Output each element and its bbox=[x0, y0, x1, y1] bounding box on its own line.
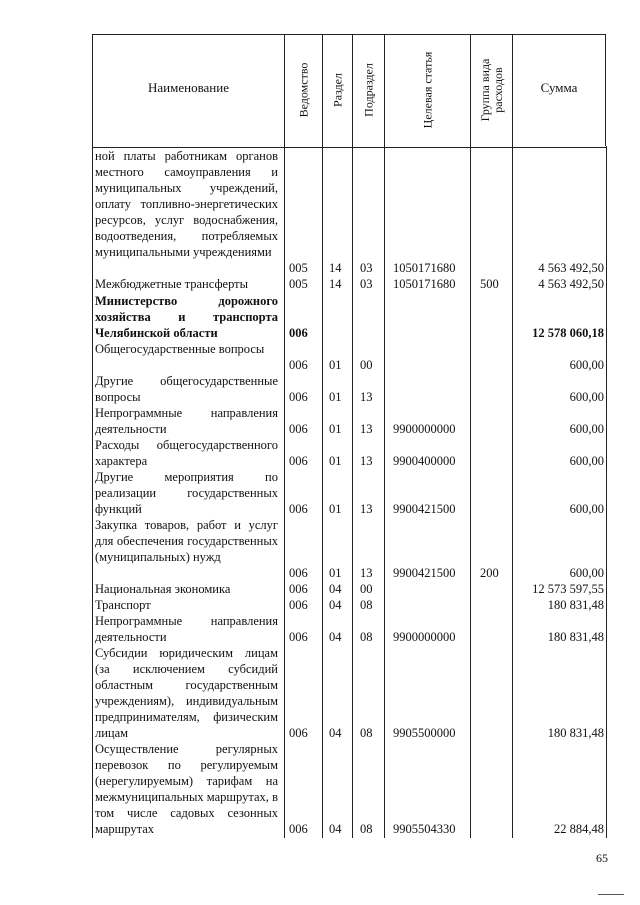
column-divider bbox=[284, 146, 285, 838]
row-vedomstvo: 006 bbox=[289, 726, 308, 740]
row-podrazdel: 03 bbox=[360, 277, 373, 291]
row-name: Непрограммные направления деятельности bbox=[95, 614, 278, 644]
row-podrazdel: 13 bbox=[360, 390, 373, 404]
header-gruppa-line1: Группа вида bbox=[477, 58, 492, 122]
column-divider bbox=[352, 146, 353, 838]
column-divider bbox=[512, 146, 513, 838]
row-gruppa: 200 bbox=[480, 566, 499, 580]
row-summa: 4 563 492,50 bbox=[538, 277, 604, 291]
row-razdel: 01 bbox=[329, 358, 342, 372]
row-name: Закупка товаров, работ и услуг для обеспечения государственных (муниципальных) нужд bbox=[95, 518, 278, 564]
row-podrazdel: 08 bbox=[360, 630, 373, 644]
row-gruppa: 500 bbox=[480, 277, 499, 291]
header-podrazdel: Подраздел bbox=[361, 63, 375, 117]
row-vedomstvo: 006 bbox=[289, 822, 308, 836]
row-razdel: 04 bbox=[329, 630, 342, 644]
header-tselevaya: Целевая статья bbox=[420, 51, 434, 129]
row-summa: 180 831,48 bbox=[547, 726, 604, 740]
row-podrazdel: 08 bbox=[360, 822, 373, 836]
row-name: Субсидии юридическим лицам (за исключением субсидий областным государственным учреждениям), индивидуальным предпринимателям, физическим лицам bbox=[95, 646, 278, 740]
row-vedomstvo: 006 bbox=[289, 454, 308, 468]
scan-edge-mark bbox=[598, 894, 624, 895]
column-divider bbox=[384, 146, 385, 838]
row-podrazdel: 00 bbox=[360, 582, 373, 596]
row-vedomstvo: 006 bbox=[289, 422, 308, 436]
row-razdel: 14 bbox=[329, 261, 342, 275]
column-divider bbox=[92, 146, 93, 838]
column-divider bbox=[322, 146, 323, 838]
column-divider bbox=[470, 146, 471, 838]
row-razdel: 01 bbox=[329, 454, 342, 468]
row-name: Расходы общегосударственного характера bbox=[95, 438, 278, 468]
row-vedomstvo: 006 bbox=[289, 630, 308, 644]
row-summa: 180 831,48 bbox=[547, 630, 604, 644]
row-name: Другие общегосударственные вопросы bbox=[95, 374, 278, 404]
column-divider bbox=[606, 146, 607, 838]
row-razdel: 01 bbox=[329, 566, 342, 580]
row-summa: 600,00 bbox=[569, 422, 604, 436]
row-podrazdel: 00 bbox=[360, 358, 373, 372]
row-summa: 180 831,48 bbox=[547, 598, 604, 612]
row-name: Транспорт bbox=[95, 598, 151, 612]
header-tselevaya-cell bbox=[384, 34, 470, 146]
row-vedomstvo: 006 bbox=[289, 326, 308, 340]
row-name: Другие мероприятия по реализации государственных функций bbox=[95, 470, 278, 516]
header-vedomstvo: Ведомство bbox=[296, 62, 310, 118]
row-razdel: 04 bbox=[329, 582, 342, 596]
row-razdel: 14 bbox=[329, 277, 342, 291]
row-vedomstvo: 006 bbox=[289, 358, 308, 372]
row-name: Осуществление регулярных перевозок по регулируемым (нерегулируемым) тарифам на межмуниципальных маршрутах, в том числе садовых сезонных маршрутах bbox=[95, 742, 278, 836]
row-razdel: 01 bbox=[329, 502, 342, 516]
row-tselevaya: 1050171680 bbox=[393, 277, 456, 291]
row-podrazdel: 08 bbox=[360, 726, 373, 740]
row-podrazdel: 13 bbox=[360, 502, 373, 516]
header-name: Наименование bbox=[148, 80, 229, 95]
row-podrazdel: 08 bbox=[360, 598, 373, 612]
row-tselevaya: 9905500000 bbox=[393, 726, 456, 740]
row-podrazdel: 13 bbox=[360, 566, 373, 580]
row-tselevaya: 9900000000 bbox=[393, 422, 456, 436]
row-vedomstvo: 005 bbox=[289, 261, 308, 275]
row-vedomstvo: 006 bbox=[289, 598, 308, 612]
row-summa: 12 578 060,18 bbox=[532, 326, 604, 340]
header-vedomstvo-cell bbox=[284, 34, 322, 146]
row-tselevaya: 9905504330 bbox=[393, 822, 456, 836]
row-tselevaya: 9900000000 bbox=[393, 630, 456, 644]
row-summa: 22 884,48 bbox=[554, 822, 604, 836]
row-summa: 600,00 bbox=[569, 454, 604, 468]
row-summa: 600,00 bbox=[569, 358, 604, 372]
row-tselevaya: 9900400000 bbox=[393, 454, 456, 468]
row-razdel: 04 bbox=[329, 822, 342, 836]
header-gruppa-cell bbox=[470, 34, 512, 146]
row-name: Общегосударственные вопросы bbox=[95, 342, 265, 356]
row-razdel: 04 bbox=[329, 726, 342, 740]
row-podrazdel: 13 bbox=[360, 422, 373, 436]
header-gruppa bbox=[479, 59, 505, 122]
row-tselevaya: 9900421500 bbox=[393, 502, 456, 516]
row-name: ной платы работникам органов местного самоуправления и муниципальных учреждений, оплату топливно-энергетических ресурсов, услуг водоснабжения, водоотведения, потребляемых муниципальными учреждениями bbox=[95, 149, 278, 259]
row-razdel: 04 bbox=[329, 598, 342, 612]
header-gruppa-line2: расходов bbox=[490, 67, 505, 113]
header-podrazdel-cell bbox=[352, 34, 384, 146]
row-razdel: 01 bbox=[329, 422, 342, 436]
row-summa: 600,00 bbox=[569, 390, 604, 404]
row-vedomstvo: 006 bbox=[289, 582, 308, 596]
row-podrazdel: 13 bbox=[360, 454, 373, 468]
header-razdel: Раздел bbox=[330, 73, 344, 107]
row-vedomstvo: 006 bbox=[289, 502, 308, 516]
row-name: Национальная экономика bbox=[95, 582, 231, 596]
row-vedomstvo: 006 bbox=[289, 390, 308, 404]
header-summa: Сумма bbox=[540, 80, 578, 95]
row-tselevaya: 1050171680 bbox=[393, 261, 456, 275]
row-name: Непрограммные направления деятельности bbox=[95, 406, 278, 436]
header-razdel-cell bbox=[322, 34, 352, 146]
row-summa: 600,00 bbox=[569, 502, 604, 516]
header-name-cell bbox=[92, 34, 284, 146]
row-summa: 12 573 597,55 bbox=[532, 582, 604, 596]
row-razdel: 01 bbox=[329, 390, 342, 404]
row-name: Министерство дорожного хозяйства и транспорта Челябинской области bbox=[95, 294, 278, 340]
page-number: 65 bbox=[596, 851, 608, 865]
row-name: Межбюджетные трансферты bbox=[95, 277, 249, 291]
row-podrazdel: 03 bbox=[360, 261, 373, 275]
row-vedomstvo: 005 bbox=[289, 277, 308, 291]
row-tselevaya: 9900421500 bbox=[393, 566, 456, 580]
header-summa-cell bbox=[512, 34, 606, 146]
row-summa: 600,00 bbox=[569, 566, 604, 580]
row-summa: 4 563 492,50 bbox=[538, 261, 604, 275]
row-vedomstvo: 006 bbox=[289, 566, 308, 580]
